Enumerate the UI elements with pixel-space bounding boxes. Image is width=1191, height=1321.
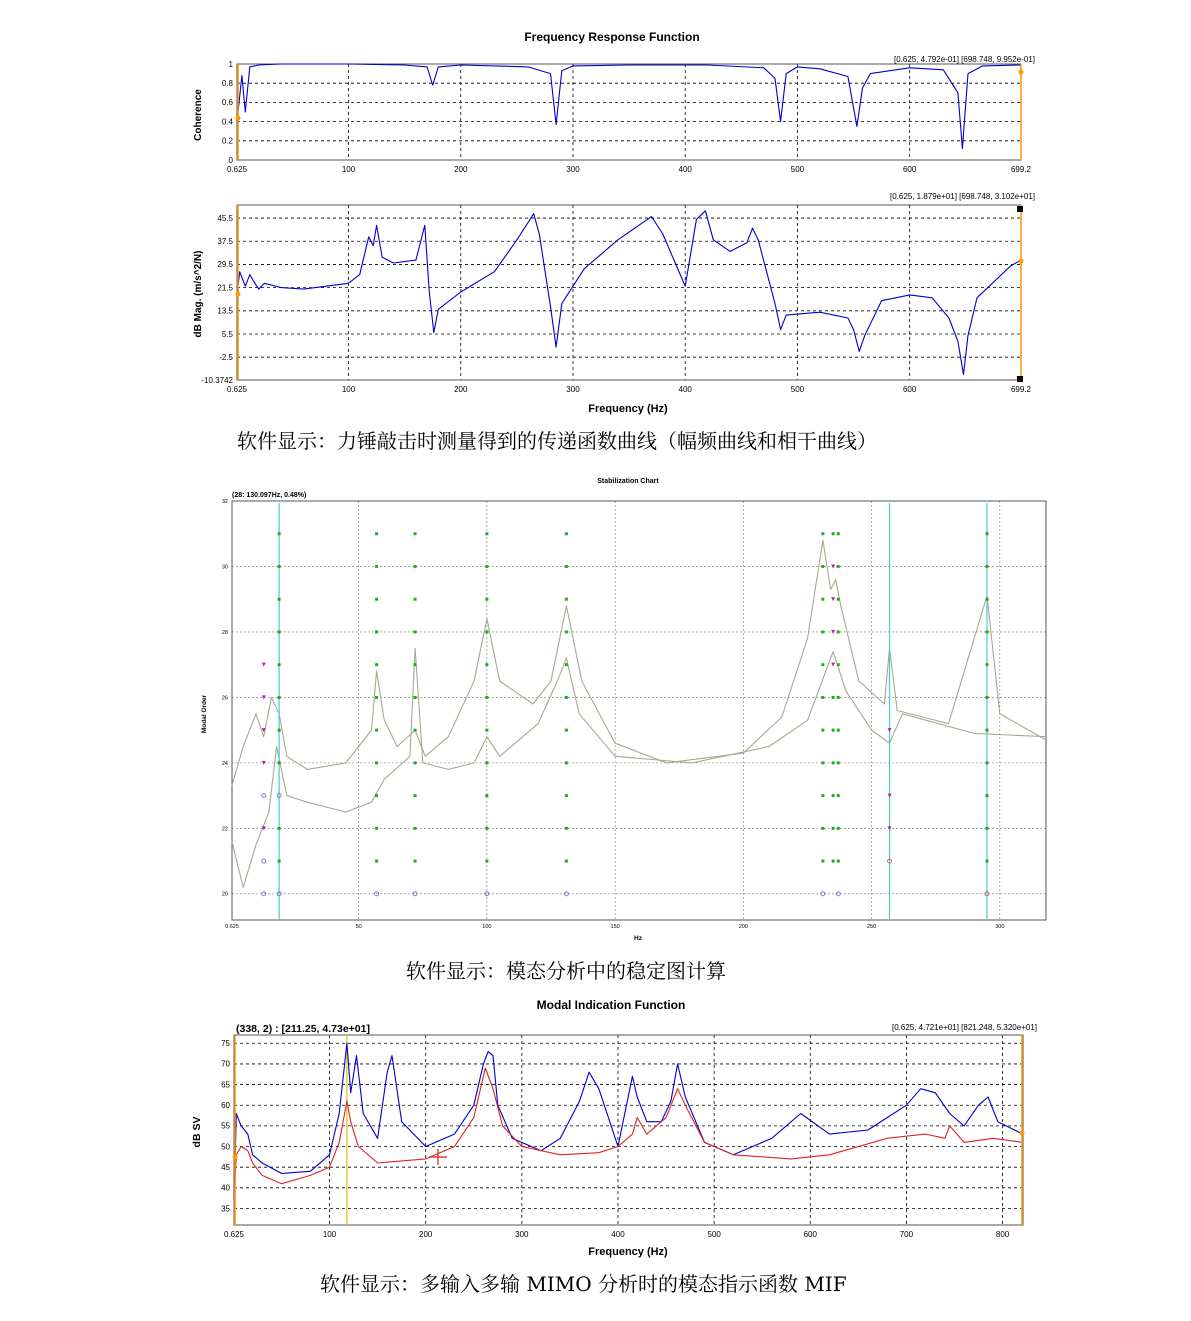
stable-pole-marker[interactable]	[485, 761, 488, 764]
magnitude-cursor-handle-top[interactable]	[1017, 206, 1023, 212]
stable-pole-marker[interactable]	[821, 827, 824, 830]
stable-pole-marker[interactable]	[986, 827, 989, 830]
stable-pole-marker[interactable]	[986, 630, 989, 633]
y-tick-label: 37.5	[217, 237, 233, 247]
magnitude-right-cursor-marker[interactable]	[1019, 259, 1024, 264]
y-tick-label: 13.5	[217, 306, 233, 316]
x-tick-label: 600	[902, 165, 917, 174]
stable-pole-marker[interactable]	[375, 663, 378, 666]
y-tick-label: 5.5	[221, 329, 233, 339]
stable-pole-marker[interactable]	[414, 630, 417, 633]
stable-pole-marker[interactable]	[278, 860, 281, 863]
magnitude-cursor-readout: [0.625, 1.879e+01] [698.748, 3.102e+01]	[889, 192, 1035, 201]
stable-pole-marker[interactable]	[837, 598, 840, 601]
stable-pole-marker[interactable]	[986, 860, 989, 863]
x-tick-label: 699.2	[1010, 165, 1032, 174]
coherence-right-cursor-marker[interactable]	[1019, 70, 1024, 75]
x-tick-label: 300	[515, 1230, 529, 1239]
frf-magnitude-chart	[193, 192, 1035, 415]
stable-pole-marker[interactable]	[986, 729, 989, 732]
series-line-0	[237, 64, 1021, 149]
stable-pole-marker[interactable]	[278, 696, 281, 699]
x-tick-label: 300	[995, 924, 1005, 930]
stable-pole-marker[interactable]	[485, 532, 488, 535]
stable-pole-marker[interactable]	[565, 532, 568, 535]
stable-pole-marker[interactable]	[485, 860, 488, 863]
mif-chart	[191, 998, 1037, 1258]
stab-cursor-readout: (28: 130.097Hz, 0.48%)	[232, 492, 307, 499]
stable-pole-marker[interactable]	[837, 565, 840, 568]
x-tick-label: 300	[566, 385, 580, 394]
magnitude-y-axis-label: dB Mag. (m/s^2/N)	[193, 250, 204, 338]
y-tick-label: 75	[221, 1039, 230, 1049]
magnitude-x-axis-label: Frequency (Hz)	[588, 403, 668, 415]
y-tick-label: 20	[221, 891, 228, 898]
stable-pole-marker[interactable]	[837, 729, 840, 732]
series-line-0	[232, 540, 1046, 786]
stable-pole-marker[interactable]	[986, 598, 989, 601]
x-tick-label: 400	[678, 165, 692, 174]
stabilization-chart	[201, 478, 1046, 942]
y-tick-label: 28	[221, 629, 228, 636]
y-tick-label: 50	[221, 1142, 230, 1152]
stable-pole-marker[interactable]	[414, 827, 417, 830]
stable-pole-marker[interactable]	[986, 532, 989, 535]
y-tick-label: 0.6	[221, 98, 233, 108]
stable-pole-marker[interactable]	[821, 794, 824, 797]
stable-pole-marker[interactable]	[485, 729, 488, 732]
series-line-0	[237, 211, 1021, 375]
stable-pole-marker[interactable]	[986, 565, 989, 568]
stable-pole-marker[interactable]	[821, 729, 824, 732]
series-line-1	[234, 1068, 1023, 1204]
x-tick-label: 50	[355, 924, 362, 930]
x-tick-label: 100	[341, 165, 356, 174]
stable-pole-marker[interactable]	[414, 565, 417, 568]
y-tick-label: 55	[221, 1121, 230, 1131]
stable-pole-marker[interactable]	[375, 565, 378, 568]
stable-pole-marker[interactable]	[485, 696, 488, 699]
stable-pole-marker[interactable]	[565, 565, 568, 568]
stable-pole-marker[interactable]	[832, 794, 835, 797]
new-pole-marker[interactable]	[262, 859, 266, 863]
stable-pole-marker[interactable]	[837, 827, 840, 830]
stable-pole-marker[interactable]	[821, 696, 824, 699]
stable-pole-marker[interactable]	[821, 532, 824, 535]
stable-pole-marker[interactable]	[565, 729, 568, 732]
mif-cursor-readout-right: [0.625, 4.721e+01] [821.248, 5.320e+01]	[891, 1023, 1037, 1032]
y-tick-label: 1	[228, 59, 233, 69]
y-tick-label: 32	[221, 498, 228, 505]
x-tick-label: 100	[322, 1230, 337, 1239]
x-tick-label: 100	[482, 924, 492, 930]
x-tick-label: 200	[738, 924, 748, 930]
mif-right-cursor-marker[interactable]	[1020, 1131, 1025, 1136]
y-tick-label: 0	[228, 155, 233, 165]
x-tick-label: 150	[610, 924, 620, 930]
stable-pole-marker[interactable]	[278, 729, 281, 732]
stab-plot-frame	[232, 501, 1046, 920]
y-tick-label: 40	[221, 1183, 230, 1193]
frequency-stable-pole-marker[interactable]	[888, 728, 892, 732]
stable-pole-marker[interactable]	[821, 565, 824, 568]
frequency-stable-pole-marker[interactable]	[831, 663, 835, 667]
stable-pole-marker[interactable]	[837, 630, 840, 633]
stable-pole-marker[interactable]	[278, 532, 281, 535]
stable-pole-marker[interactable]	[565, 761, 568, 764]
stable-pole-marker[interactable]	[986, 761, 989, 764]
y-tick-label: -10.3742	[201, 375, 233, 385]
magnitude-left-cursor-marker[interactable]	[236, 292, 241, 297]
caption-frf: 软件显示：力锤敲击时测量得到的传递函数曲线（幅频曲线和相干曲线）	[237, 429, 877, 453]
stable-pole-marker[interactable]	[565, 598, 568, 601]
y-tick-label: 22	[221, 826, 228, 833]
stable-pole-marker[interactable]	[278, 663, 281, 666]
frequency-stable-pole-marker[interactable]	[262, 663, 266, 667]
x-tick-label: 0.625	[226, 385, 248, 394]
y-tick-label: 0.8	[221, 79, 233, 88]
frf-title: Frequency Response Function	[524, 30, 700, 44]
stable-pole-marker[interactable]	[821, 860, 824, 863]
stable-pole-marker[interactable]	[837, 860, 840, 863]
stable-pole-marker[interactable]	[565, 696, 568, 699]
stable-pole-marker[interactable]	[278, 827, 281, 830]
stable-pole-marker[interactable]	[565, 827, 568, 830]
stable-pole-marker[interactable]	[565, 663, 568, 666]
stable-pole-marker[interactable]	[837, 663, 840, 666]
stable-pole-marker[interactable]	[832, 696, 835, 699]
x-tick-label: 300	[566, 165, 580, 174]
stable-pole-marker[interactable]	[375, 630, 378, 633]
coherence-plot-frame	[237, 64, 1021, 160]
stable-pole-marker[interactable]	[821, 630, 824, 633]
caption-mif: 软件显示：多输入多输 MIMO 分析时的模态指示函数 MIF	[320, 1272, 847, 1296]
x-tick-label: 200	[454, 385, 468, 394]
frequency-stable-pole-marker[interactable]	[831, 564, 835, 568]
x-tick-label: 100	[341, 385, 356, 394]
stable-pole-marker[interactable]	[414, 696, 417, 699]
y-tick-label: 21.5	[217, 283, 233, 293]
frequency-stable-pole-marker[interactable]	[831, 597, 835, 601]
y-tick-label: 0.2	[221, 136, 233, 146]
x-tick-label: 700	[899, 1230, 914, 1239]
mif-title: Modal Indication Function	[536, 998, 686, 1012]
mif-left-cursor-marker[interactable]	[233, 1155, 238, 1160]
stable-pole-marker[interactable]	[986, 794, 989, 797]
mif-plot-frame	[234, 1035, 1023, 1225]
stable-pole-marker[interactable]	[832, 860, 835, 863]
stable-pole-marker[interactable]	[485, 565, 488, 568]
stable-pole-marker[interactable]	[832, 532, 835, 535]
x-tick-label: 600	[803, 1230, 817, 1239]
stable-pole-marker[interactable]	[414, 729, 417, 732]
magnitude-plot-frame	[237, 205, 1021, 380]
stable-pole-marker[interactable]	[485, 663, 488, 666]
stable-pole-marker[interactable]	[565, 794, 568, 797]
stab-title: Stabilization Chart	[597, 478, 659, 485]
stable-pole-marker[interactable]	[485, 827, 488, 830]
stable-pole-marker[interactable]	[832, 729, 835, 732]
stable-pole-marker[interactable]	[832, 827, 835, 830]
y-tick-label: -2.5	[219, 352, 233, 362]
x-tick-label: 200	[454, 165, 468, 174]
y-tick-label: 0.4	[221, 117, 233, 127]
stable-pole-marker[interactable]	[832, 761, 835, 764]
stable-pole-marker[interactable]	[485, 794, 488, 797]
x-tick-label: 0.625	[226, 165, 248, 174]
stable-pole-marker[interactable]	[375, 696, 378, 699]
series-line-0	[234, 1043, 1023, 1204]
new-pole-marker[interactable]	[262, 794, 266, 798]
stable-pole-marker[interactable]	[375, 827, 378, 830]
y-tick-label: 35	[221, 1204, 230, 1214]
stable-pole-marker[interactable]	[986, 696, 989, 699]
coherence-left-cursor-marker[interactable]	[236, 116, 241, 121]
stable-pole-marker[interactable]	[565, 630, 568, 633]
stable-pole-marker[interactable]	[414, 860, 417, 863]
mif-x-axis-label: Frequency (Hz)	[588, 1246, 668, 1258]
stable-pole-marker[interactable]	[485, 630, 488, 633]
stable-pole-marker[interactable]	[414, 532, 417, 535]
magnitude-cursor-handle-bottom[interactable]	[1017, 376, 1023, 382]
stable-pole-marker[interactable]	[278, 565, 281, 568]
stable-pole-marker[interactable]	[565, 860, 568, 863]
stable-pole-marker[interactable]	[837, 532, 840, 535]
frf-coherence-chart	[193, 30, 1035, 174]
y-tick-label: 26	[221, 695, 228, 702]
y-tick-label: 70	[221, 1059, 230, 1069]
stable-pole-marker[interactable]	[278, 630, 281, 633]
y-tick-label: 65	[221, 1080, 230, 1090]
stable-pole-marker[interactable]	[375, 860, 378, 863]
stable-pole-marker[interactable]	[837, 696, 840, 699]
stable-pole-marker[interactable]	[414, 761, 417, 764]
stable-pole-marker[interactable]	[375, 729, 378, 732]
y-tick-label: 45.5	[217, 213, 233, 223]
y-tick-label: 29.5	[217, 260, 233, 270]
stable-pole-marker[interactable]	[837, 761, 840, 764]
stable-pole-marker[interactable]	[414, 598, 417, 601]
x-tick-label: 400	[678, 385, 692, 394]
y-tick-label: 60	[221, 1101, 230, 1111]
stable-pole-marker[interactable]	[414, 794, 417, 797]
y-tick-label: 30	[221, 564, 228, 571]
stable-pole-marker[interactable]	[375, 761, 378, 764]
stab-x-axis-label: Hz	[634, 935, 642, 942]
caption-stabilization: 软件显示：模态分析中的稳定图计算	[406, 959, 726, 983]
x-tick-label: 500	[707, 1230, 721, 1239]
x-tick-label: 500	[790, 385, 805, 394]
stable-pole-marker[interactable]	[375, 794, 378, 797]
x-tick-label: 250	[867, 924, 877, 930]
mif-y-axis-label: dB SV	[191, 1116, 203, 1148]
stable-pole-marker[interactable]	[375, 532, 378, 535]
stable-pole-marker[interactable]	[278, 761, 281, 764]
x-tick-label: 800	[995, 1230, 1010, 1239]
y-tick-label: 24	[221, 760, 228, 767]
stable-pole-marker[interactable]	[375, 598, 378, 601]
stable-pole-marker[interactable]	[485, 598, 488, 601]
coherence-y-axis-label: Coherence	[193, 89, 204, 141]
stable-pole-marker[interactable]	[821, 663, 824, 666]
coherence-cursor-readout: [0.625, 4.792e-01] [698.748, 9.952e-01]	[893, 55, 1035, 64]
x-tick-label: 500	[790, 165, 805, 174]
frequency-stable-pole-marker[interactable]	[831, 630, 835, 634]
x-tick-label: 0.625	[223, 1230, 245, 1239]
stable-pole-marker[interactable]	[278, 598, 281, 601]
series-line-1	[232, 648, 1046, 887]
x-tick-label: 0.625	[225, 924, 239, 930]
stable-pole-marker[interactable]	[837, 794, 840, 797]
stable-pole-marker[interactable]	[821, 761, 824, 764]
x-tick-label: 200	[419, 1230, 433, 1239]
stab-y-axis-label: Modal Order	[201, 694, 208, 734]
stable-pole-marker[interactable]	[414, 663, 417, 666]
x-tick-label: 400	[611, 1230, 625, 1239]
x-tick-label: 600	[902, 385, 917, 394]
stable-pole-marker[interactable]	[821, 598, 824, 601]
frequency-stable-pole-marker[interactable]	[888, 794, 892, 798]
stable-pole-marker[interactable]	[986, 663, 989, 666]
y-tick-label: 45	[221, 1162, 230, 1172]
x-tick-label: 699.2	[1010, 385, 1032, 394]
mif-cursor-readout: (338, 2) : [211.25, 4.73e+01]	[236, 1023, 370, 1035]
